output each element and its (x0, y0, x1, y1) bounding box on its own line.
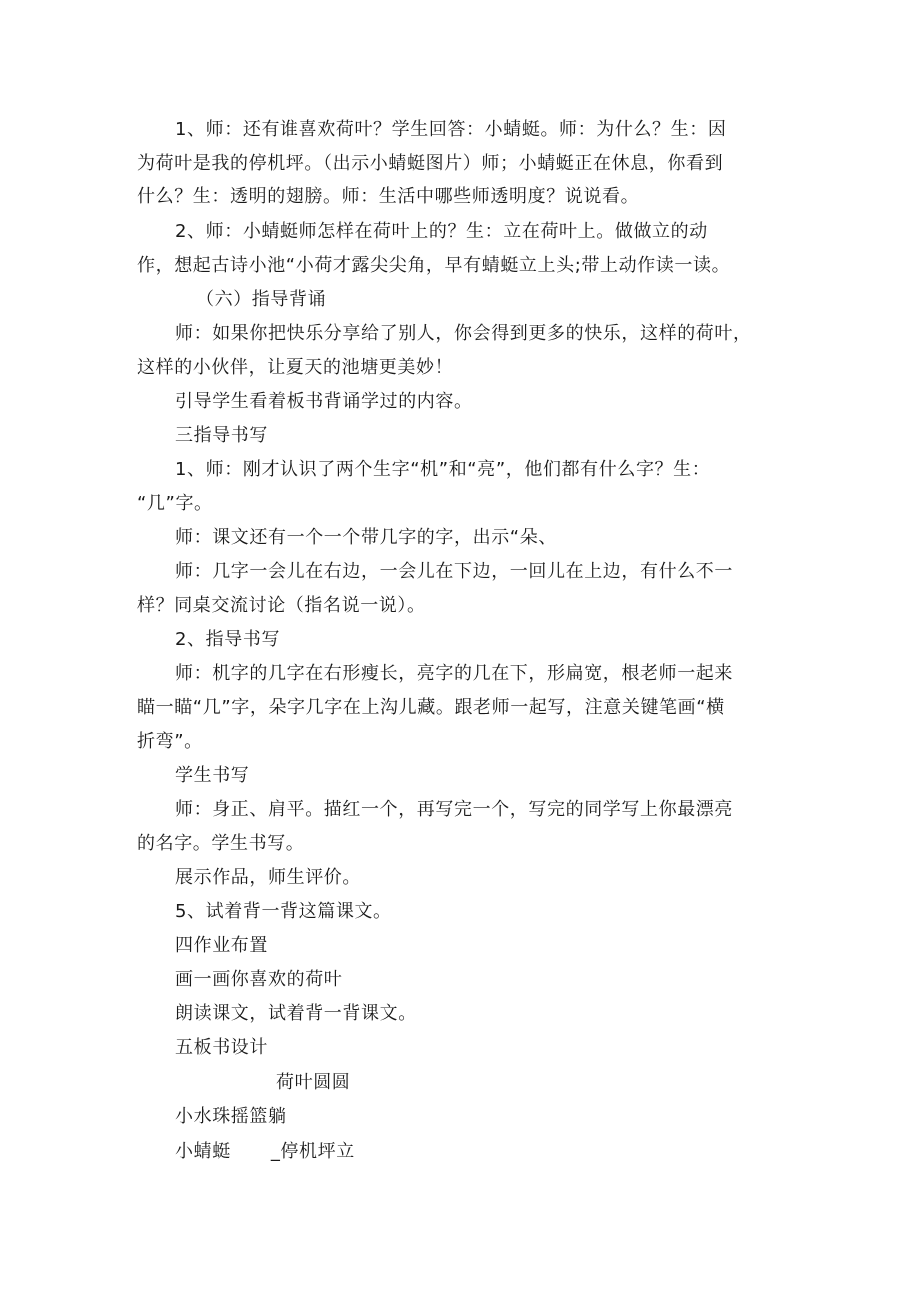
paragraph-line: 2、师：小蜻蜓师怎样在荷叶上的？生：立在荷叶上。做做立的动 (175, 221, 708, 242)
paragraph-line: 作，想起古诗小池“小荷才露尖尖角，早有蜻蜓立上头;带上动作读一读。 (137, 255, 731, 276)
section-heading: 五板书设计 (175, 1037, 268, 1058)
paragraph-line: 师：如果你把快乐分享给了别人，你会得到更多的快乐，这样的荷叶， (175, 323, 752, 344)
board-row: 小水珠摇篮躺 (175, 1106, 287, 1127)
paragraph-line: 师：身正、肩平。描红一个，再写完一个，写完的同学写上你最漂亮 (175, 799, 733, 820)
paragraph-line: 样？同桌交流讨论（指名说一说）。 (137, 595, 426, 616)
board-row (175, 1140, 355, 1164)
paragraph-line: 5、试着背一背这篇课文。 (175, 901, 392, 922)
paragraph-line: 1、师：还有谁喜欢荷叶？学生回答：小蜻蜓。师：为什么？生：因 (175, 119, 727, 140)
paragraph-line: 引导学生看着板书背诵学过的内容。 (175, 391, 473, 412)
paragraph-line: 师：几字一会儿在右边，一会儿在下边，一回儿在上边，有什么不一 (175, 561, 733, 582)
paragraph-line: 的名字。学生书写。 (137, 833, 305, 854)
paragraph-line: 1、师：刚才认识了两个生字“机”和“亮”，他们都有什么字？生： (175, 459, 711, 480)
board-row-right: _停机坪立 (270, 1141, 355, 1162)
section-heading: 四作业布置 (175, 935, 268, 956)
paragraph-line: 这样的小伙伴，让夏天的池塘更美妙！ (137, 357, 454, 378)
paragraph-line: 展示作品，师生评价。 (175, 867, 361, 888)
section-heading: 2、指导书写 (175, 629, 281, 650)
paragraph-line: 画一画你喜欢的荷叶 (175, 969, 343, 990)
paragraph-line: 学生书写 (175, 765, 250, 786)
section-heading: （六）指导背诵 (196, 289, 327, 310)
paragraph-line: “几”字。 (137, 493, 213, 514)
paragraph-line: 朗读课文，试着背一背课文。 (175, 1003, 417, 1024)
paragraph-line: 什么？生：透明的翅膀。师：生活中哪些师透明度？说说看。 (137, 186, 640, 207)
paragraph-line: 师：机字的几字在右形瘦长，亮字的几在下，形扁宽，根老师一起来 (175, 663, 733, 684)
paragraph-line: 折弯”。 (137, 731, 203, 752)
board-row-left: 小蜻蜓 (175, 1141, 231, 1162)
paragraph-line: 师：课文还有一个一个带几字的字，出示“朵、 (175, 527, 557, 548)
paragraph-line: 为荷叶是我的停机坪。（出示小蜻蜓图片）师；小蜻蜓正在休息，你看到 (137, 153, 724, 174)
board-title: 荷叶圆圆 (276, 1072, 351, 1093)
section-heading: 三指导书写 (175, 425, 268, 446)
paragraph-line: 瞄一瞄“几”字，朵字几字在上沟儿藏。跟老师一起写，注意关键笔画“横 (137, 697, 725, 718)
